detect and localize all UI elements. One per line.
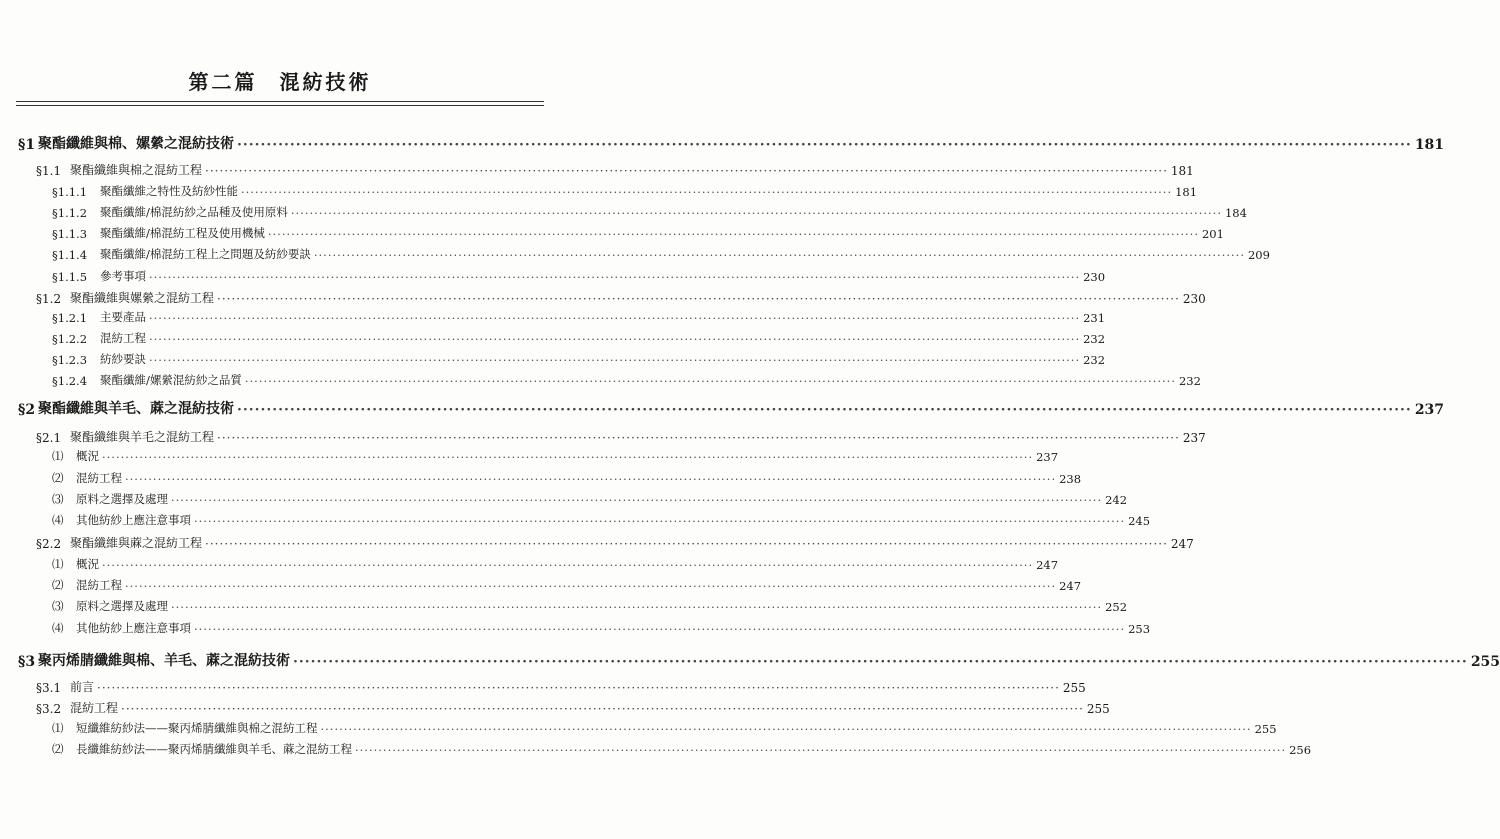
toc-leader-dots: ········································································································································································································ xyxy=(313,248,1245,262)
toc-entry-level-3 xyxy=(52,512,1151,528)
toc-entry-number: §1.1.1 xyxy=(52,185,88,199)
toc-entry-title: 混紡工程 xyxy=(100,331,146,345)
toc-entry-title: 聚酯纖維/嫘縈混紡紗之品質 xyxy=(100,373,242,387)
toc-entry-page: 181 xyxy=(1414,137,1445,153)
toc-entry-page: 255 xyxy=(1062,681,1086,695)
toc-leader-dots: ········································································································································································································ xyxy=(102,558,1034,572)
toc-entry-level-3 xyxy=(52,470,1082,486)
toc-entry-title: 聚酯纖維/棉混紡工程及使用機械 xyxy=(100,226,265,240)
toc-entry-title: 聚酯纖維與嫘縈之混紡工程 xyxy=(70,291,215,305)
toc-leader-dots: ········································································································································································································ xyxy=(194,622,1126,636)
toc-entry-title: 混紡工程 xyxy=(76,471,122,485)
toc-leader-dots: ········································································································································································································ xyxy=(171,493,1103,507)
toc-entry-title: 聚酯纖維/棉混紡工程上之問題及紡紗要訣 xyxy=(100,247,311,261)
title-rule-second xyxy=(16,105,544,106)
toc-entry-page: 238 xyxy=(1059,472,1082,486)
toc-entry-page: 247 xyxy=(1170,537,1194,551)
toc-entry-level-2 xyxy=(36,534,1194,551)
toc-leader-dots: ········································································································································································································ xyxy=(149,353,1081,367)
toc-entry-page: 201 xyxy=(1201,227,1224,241)
toc-entry-title: 概況 xyxy=(76,449,99,463)
toc-entry-page: 247 xyxy=(1036,558,1059,572)
toc-entry-title: 混紡工程 xyxy=(70,701,119,715)
toc-entry-level-3 xyxy=(52,620,1151,636)
toc-entry-number: ⑶ xyxy=(52,492,64,506)
toc-leader-dots: ········································································································································································································ xyxy=(290,206,1222,220)
toc-entry-level-3 xyxy=(52,448,1059,464)
toc-entry-level-3 xyxy=(52,330,1106,346)
toc-entry-level-3 xyxy=(52,491,1128,507)
toc-entry-title: 原料之選擇及處理 xyxy=(76,599,168,613)
toc-entry-level-3 xyxy=(52,577,1082,593)
toc-entry-page: 184 xyxy=(1224,206,1247,220)
toc-entry-level-1 xyxy=(18,133,1445,153)
toc-entry-level-2 xyxy=(36,678,1086,695)
toc-entry-level-1 xyxy=(18,398,1445,418)
toc-leader-dots: ········································································································································································································ xyxy=(149,270,1081,284)
toc-leader-dots: ········································································································································································································ xyxy=(205,164,1168,178)
toc-leader-dots: ········································································································································································································ xyxy=(171,600,1103,614)
toc-entry-level-3 xyxy=(52,268,1106,284)
toc-entry-page: 255 xyxy=(1086,702,1110,716)
toc-entry-number: ⑵ xyxy=(52,578,64,592)
toc-entry-level-2 xyxy=(36,161,1194,178)
toc-entry-number: §1.2.4 xyxy=(52,374,88,388)
toc-entry-number: §1 xyxy=(18,137,36,153)
toc-entry-title: 前言 xyxy=(70,680,95,694)
toc-leader-dots: ········································································································································································································ xyxy=(355,743,1287,757)
toc-entry-level-1 xyxy=(18,650,1500,670)
toc-leader-dots: ········································································································································································································ xyxy=(237,137,1412,153)
toc-entry-number: §1.2 xyxy=(36,292,62,306)
toc-entry-title: 原料之選擇及處理 xyxy=(76,492,168,506)
toc-entry-number: ⑷ xyxy=(52,513,64,527)
toc-leader-dots: ········································································································································································································ xyxy=(149,332,1081,346)
toc-entry-number: §1.1.3 xyxy=(52,227,88,241)
toc-leader-dots: ········································································································································································································ xyxy=(205,537,1168,551)
toc-entry-level-3 xyxy=(52,598,1128,614)
toc-entry-page: 181 xyxy=(1175,185,1198,199)
toc-entry-number: §1.2.1 xyxy=(52,311,88,325)
toc-entry-level-3 xyxy=(52,351,1106,367)
toc-entry-level-2 xyxy=(36,428,1206,445)
toc-entry-number: §2 xyxy=(18,402,36,418)
toc-entry-level-3 xyxy=(52,556,1059,572)
toc-entry-number: ⑷ xyxy=(52,621,64,635)
toc-entry-page: 232 xyxy=(1083,332,1106,346)
toc-entry-number: ⑵ xyxy=(52,742,64,756)
toc-entry-page: 230 xyxy=(1182,292,1206,306)
toc-entry-page: 231 xyxy=(1083,311,1106,325)
toc-leader-dots: ········································································································································································································ xyxy=(97,681,1060,695)
title-rule xyxy=(16,101,544,102)
toc-entry-title: 參考事項 xyxy=(100,269,146,283)
toc-entry-title: 長纖維紡紗法——聚丙烯腈纖維與羊毛、蔴之混紡工程 xyxy=(76,742,352,756)
toc-entry-page: 255 xyxy=(1254,722,1277,736)
toc-entry-number: ⑴ xyxy=(52,557,64,571)
toc-entry-number: §1.2.3 xyxy=(52,353,88,367)
toc-entry-title: 聚酯纖維與羊毛、蔴之混紡技術 xyxy=(38,401,234,417)
toc-entry-title: 聚酯纖維與棉之混紡工程 xyxy=(70,163,203,177)
toc-leader-dots: ········································································································································································································ xyxy=(237,402,1412,418)
toc-leader-dots: ········································································································································································································ xyxy=(320,722,1252,736)
toc-entry-page: 181 xyxy=(1170,164,1194,178)
part-name: 混紡技術 xyxy=(279,70,372,94)
toc-entry-level-3 xyxy=(52,204,1247,220)
toc-entry-number: §1.1.5 xyxy=(52,270,88,284)
page-title xyxy=(0,66,560,95)
toc-entry-number: §3.2 xyxy=(36,702,62,716)
toc-entry-level-3 xyxy=(52,309,1106,325)
toc-leader-dots: ········································································································································································································ xyxy=(121,702,1084,716)
toc-entry-number: ⑴ xyxy=(52,721,64,735)
toc-entry-title: 聚酯纖維之特性及紡紗性能 xyxy=(100,184,238,198)
toc-entry-page: 237 xyxy=(1036,450,1059,464)
toc-entry-number: §1.2.2 xyxy=(52,332,88,346)
toc-leader-dots: ········································································································································································································ xyxy=(125,472,1057,486)
toc-entry-title: 混紡工程 xyxy=(76,578,122,592)
toc-entry-title: 聚酯纖維與棉、嫘縈之混紡技術 xyxy=(38,136,234,152)
toc-entry-title: 聚酯纖維與羊毛之混紡工程 xyxy=(70,430,215,444)
part-label: 第二篇 xyxy=(188,70,258,94)
toc-entry-page: 245 xyxy=(1128,514,1151,528)
toc-entry-number: §3 xyxy=(18,654,36,670)
toc-leader-dots: ········································································································································································································ xyxy=(241,185,1173,199)
toc-entry-title: 聚丙烯腈纖維與棉、羊毛、蔴之混紡技術 xyxy=(38,653,290,669)
toc-entry-number: §2.2 xyxy=(36,537,62,551)
toc-entry-title: 概況 xyxy=(76,557,99,571)
toc-entry-title: 紡紗要訣 xyxy=(100,352,146,366)
toc-entry-page: 232 xyxy=(1178,374,1201,388)
toc-entry-level-3 xyxy=(52,183,1198,199)
toc-entry-title: 主要產品 xyxy=(100,310,146,324)
toc-entry-number: §1.1 xyxy=(36,164,62,178)
toc-entry-number: §1.1.2 xyxy=(52,206,88,220)
toc-leader-dots: ········································································································································································································ xyxy=(217,431,1180,445)
toc-leader-dots: ········································································································································································································ xyxy=(244,374,1176,388)
toc-entry-title: 聚酯纖維與蔴之混紡工程 xyxy=(70,536,203,550)
toc-entry-page: 256 xyxy=(1289,743,1312,757)
toc-leader-dots: ········································································································································································································ xyxy=(149,311,1081,325)
toc-entry-level-3 xyxy=(52,720,1277,736)
toc-leader-dots: ········································································································································································································ xyxy=(194,514,1126,528)
toc-leader-dots: ········································································································································································································ xyxy=(293,654,1468,670)
toc-leader-dots: ········································································································································································································ xyxy=(217,292,1180,306)
toc-entry-page: 242 xyxy=(1105,493,1128,507)
toc-entry-page: 252 xyxy=(1105,600,1128,614)
toc-entry-title: 其他紡紗上應注意事項 xyxy=(76,513,191,527)
toc-entry-level-2 xyxy=(36,289,1206,306)
toc-entry-number: ⑵ xyxy=(52,471,64,485)
toc-entry-number: ⑴ xyxy=(52,449,64,463)
toc-entry-page: 237 xyxy=(1414,402,1445,418)
toc-entry-level-3 xyxy=(52,225,1224,241)
toc-entry-level-3 xyxy=(52,372,1201,388)
toc-entry-number: §3.1 xyxy=(36,681,62,695)
toc-entry-title: 聚酯纖維/棉混紡紗之品種及使用原料 xyxy=(100,205,288,219)
toc-entry-page: 209 xyxy=(1247,248,1270,262)
toc-leader-dots: ········································································································································································································ xyxy=(102,450,1034,464)
toc-entry-number: §2.1 xyxy=(36,431,62,445)
toc-entry-number: ⑶ xyxy=(52,599,64,613)
toc-leader-dots: ········································································································································································································ xyxy=(267,227,1199,241)
toc-entry-level-3 xyxy=(52,741,1312,757)
toc-entry-page: 232 xyxy=(1083,353,1106,367)
toc-entry-number: §1.1.4 xyxy=(52,248,88,262)
toc-entry-level-2 xyxy=(36,699,1110,716)
toc-entry-title: 短纖維紡紗法——聚丙烯腈纖維與棉之混紡工程 xyxy=(76,721,318,735)
toc-entry-page: 255 xyxy=(1470,654,1500,670)
toc-entry-page: 237 xyxy=(1182,431,1206,445)
toc-leader-dots: ········································································································································································································ xyxy=(125,579,1057,593)
toc-entry-page: 253 xyxy=(1128,622,1151,636)
toc-entry-title: 其他紡紗上應注意事項 xyxy=(76,621,191,635)
toc-entry-level-3 xyxy=(52,246,1270,262)
toc-entry-page: 230 xyxy=(1083,270,1106,284)
toc-entry-page: 247 xyxy=(1059,579,1082,593)
